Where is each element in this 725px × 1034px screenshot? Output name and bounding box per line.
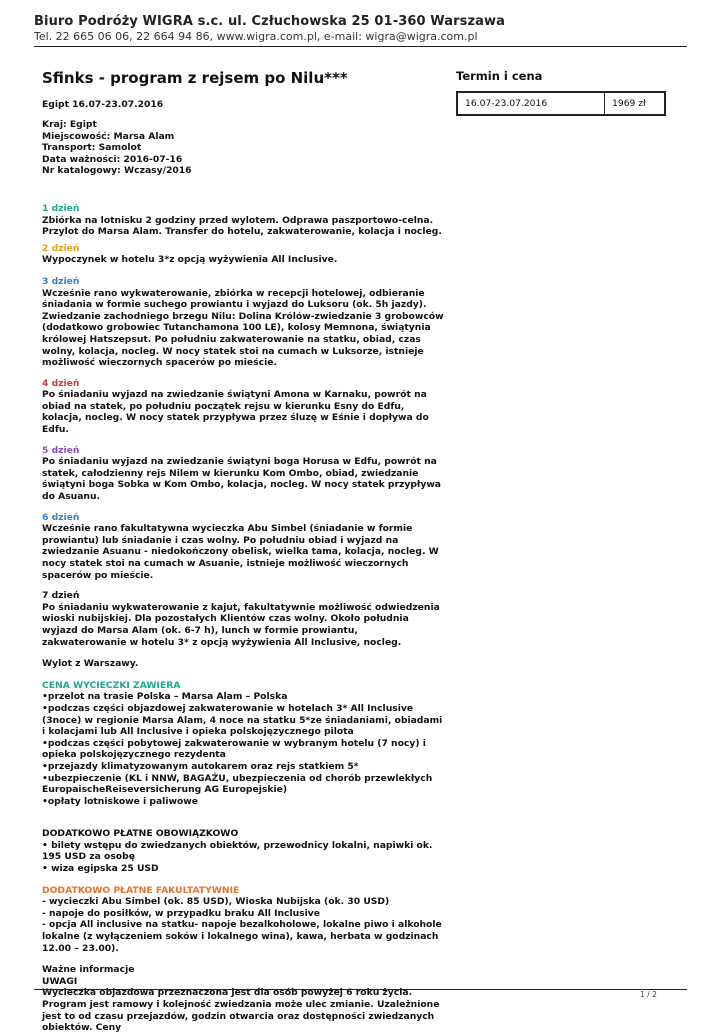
day-label: 3 dzień	[42, 275, 80, 287]
footer-divider	[34, 989, 687, 990]
day-label: 7 dzień	[42, 590, 80, 602]
optional-item: - opcja All inclusive na statku- napoje bezalkoholowe, lokalne piwo i alkohole lokalne (z wyłączeniem soków i lokalnego wina), kawa, herbata w godzinach 12.00 – 23.00).	[42, 919, 442, 954]
day-5	[42, 445, 445, 503]
day-3	[42, 276, 445, 369]
included-item: •podczas części objazdowej zakwaterowanie w hotelach 3* All Inclusive (3noce) w regionie Marsa Alam, 4 noce na statku 5*ze śniadaniami, obiadami i kolacjami lub All Inclusive i opieka polskojęzycznego pilota	[42, 702, 443, 738]
company-name: Biuro Podróży WIGRA s.c. ul. Człuchowska 25 01-360 Warszawa	[34, 14, 505, 29]
trip-info	[42, 119, 445, 177]
day-description: Po śniadaniu wyjazd na zwiedzanie świątyni Amona w Karnaku, powrót na obiad na statek, po południu początek rejsu w kierunku Esny do Edfu, kolacja, nocleg. W nocy statek przypływa przez śluzę w Eśnie i dopływa do Edfu.	[42, 389, 429, 436]
term-dates: 16.07-23.07.2016	[458, 93, 605, 114]
optional-item: - napoje do posiłków, w przypadku braku All Inclusive	[42, 907, 321, 919]
main-content	[42, 69, 445, 1034]
day-label: 4 dzień	[42, 377, 80, 389]
price-includes	[42, 680, 445, 808]
term-price-row[interactable]	[456, 91, 666, 116]
included-item: •podczas części pobytowej zakwaterowanie w wybranym hotelu (7 nocy) i opieka polskojęzycznego rezydenta	[42, 737, 426, 761]
optional-item: - wycieczki Abu Simbel (ok. 85 USD), Wioska Nubijska (ok. 30 USD)	[42, 896, 390, 908]
day-description: Zbiórka na lotnisku 2 godziny przed wylotem. Odprawa paszportowo-celna. Przylot do Marsa Alam. Transfer do hotelu, zakwaterowanie, kolacja i nocleg.	[42, 214, 442, 238]
header-divider	[34, 46, 687, 47]
included-item: •ubezpieczenie (KL i NNW, BAGAŻU, ubezpieczenia od chorób przewlekłych EuropaischeReiseversicherung AG Europejskie)	[42, 772, 433, 796]
optional-extras	[42, 885, 445, 955]
included-item: •przelot na trasie Polska – Marsa Alam – Polska	[42, 691, 288, 703]
important-info-heading: Ważne informacje	[42, 964, 135, 976]
term-price-panel	[456, 69, 666, 116]
remarks-heading: UWAGI	[42, 975, 78, 987]
day-label: 6 dzień	[42, 511, 80, 523]
day-label: 1 dzień	[42, 202, 80, 214]
info-country: Kraj: Egipt	[42, 119, 97, 130]
day-label: 2 dzień	[42, 242, 80, 254]
page-title: Sfinks - program z rejsem po Nilu***	[42, 69, 348, 87]
page-number: 1 / 2	[640, 990, 657, 999]
day-description: Wcześnie rano wykwaterowanie, zbiórka w recepcji hotelowej, odbieranie śniadania w formie suchego prowiantu i wyjazd do Luksoru (ok. 5h jazdy). Zwiedzanie zachodniego brzegu Nilu: Dolina Królów-zwiedzanie 3 grobowców (dodatkowo grobowiec Tutanchamona 100 LE), kolosy Memnona, świątynia królowej Hatszepsut. Po południu zakwaterowanie na statku, obiad, czas wolny, kolacja, nocleg. W nocy statek stoi na cumach w Luksorze, istnieje możliwość wieczornych spacerów po mieście.	[42, 287, 444, 369]
term-price: 1969 zł	[612, 98, 646, 109]
mandatory-item: • bilety wstępu do zwiedzanych obiektów, przewodnicy lokalni, napiwki ok. 195 USD za osobę	[42, 839, 433, 863]
day-2	[42, 243, 445, 266]
day-label: 5 dzień	[42, 444, 80, 456]
day-description: Wcześnie rano fakultatywna wycieczka Abu Simbel (śniadanie w formie prowiantu) lub śniadanie i czas wolny. Po południu obiad i wyjazd na zwiedzanie Asuanu - niedokończony obelisk, wielka tama, kolacja, nocleg. W nocy statek stoi na cumach w Asuanie, istnieje możliwość wieczornych spacerów po mieście.	[42, 523, 439, 581]
included-item: •opłaty lotniskowe i paliwowe	[42, 795, 198, 807]
document-header	[34, 14, 694, 43]
day-description: Po śniadaniu wykwaterowanie z kajut, fakultatywnie możliwość odwiedzenia wioski nubijskiej. Dla pozostałych Klientów czas wolny. Około południa wyjazd do Marsa Alam (ok. 6-7 h), lunch w formie prowiantu, zakwaterowanie w hotelu 3* z opcją wyżywienia All Inclusive, nocleg.	[42, 601, 440, 648]
optional-extras-heading: DODATKOWO PŁATNE FAKULTATYWNIE	[42, 884, 240, 896]
info-transport: Transport: Samolot	[42, 142, 142, 154]
day-4	[42, 378, 445, 436]
term-price-heading: Termin i cena	[456, 69, 543, 83]
info-validity: Data ważności: 2016-07-16	[42, 153, 183, 165]
included-item: •przejazdy klimatyzowanym autokarem oraz rejs statkiem 5*	[42, 760, 359, 772]
day-1	[42, 203, 445, 238]
info-location: Miejscowość: Marsa Alam	[42, 130, 175, 142]
trip-date: Egipt 16.07-23.07.2016	[42, 99, 164, 110]
departure-note: Wylot z Warszawy.	[42, 658, 139, 670]
mandatory-item: • wiza egipska 25 USD	[42, 863, 159, 875]
important-info	[42, 964, 445, 1034]
company-contact: Tel. 22 665 06 06, 22 664 94 86, www.wigra.com.pl, e-mail: wigra@wigra.com.pl	[34, 30, 478, 43]
day-description: Wypoczynek w hotelu 3*z opcją wyżywienia All Inclusive.	[42, 254, 338, 266]
info-catalog: Nr katalogowy: Wczasy/2016	[42, 165, 192, 177]
mandatory-extras	[42, 828, 445, 874]
remarks-text: Wycieczka objazdowa przeznaczona jest dla osób powyżej 6 roku życia. Program jest ramowy i kolejność zwiedzania może ulec zmianie. Uzależnione jest to od czasu przejazdów, godzin otwarcia oraz dostępności zwiedzanych obiektów. Ceny	[42, 987, 440, 1034]
mandatory-extras-heading: DODATKOWO PŁATNE OBOWIĄZKOWO	[42, 828, 239, 840]
day-6	[42, 512, 445, 582]
price-includes-heading: CENA WYCIECZKI ZAWIERA	[42, 679, 181, 691]
day-description: Po śniadaniu wyjazd na zwiedzanie świątyni boga Horusa w Edfu, powrót na statek, całodzienny rejs Nilem w kierunku Kom Ombo, obiad, zwiedzanie świątyni boga Sobka w Kom Ombo, kolacja, nocleg. W nocy statek przypływa do Asuanu.	[42, 456, 442, 503]
day-7	[42, 590, 445, 648]
